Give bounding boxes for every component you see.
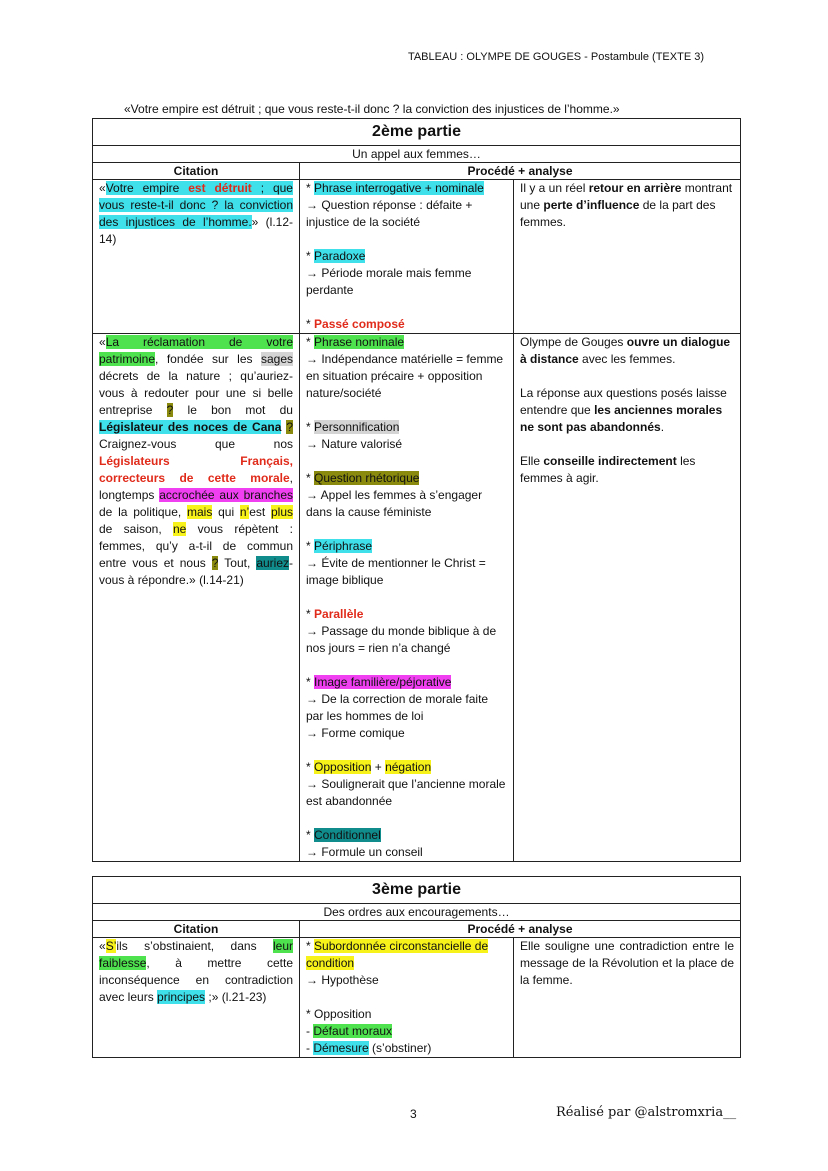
procede-cell: * Phrase nominale → Indépendance matérielle = femme en situation précaire + opposition nature/société * Personnification → Nature valorisé * Question rhétorique → Appel les femmes à s’engager dans la cause féministe * Périphrase → Évite de mentionner le Christ = image biblique * Parallèle → Passage du monde biblique à de nos jours = rien n’a changé * Image familière/péjorative → De la correction de morale faite par les hommes de loi → Forme comique * Opposition + négation → Soulignerait que l’ancienne morale est abandonnée * Conditionnel → Formule un conseil [300,334,514,862]
part2-title: 2ème partie [93,119,741,146]
table-row [93,938,741,1058]
part3-table [92,876,741,1058]
top-quote: «Votre empire est détruit ; que vous reste-t-il donc ? la conviction des injustices de l’homme.» [124,102,620,116]
part3-subtitle: Des ordres aux encouragements… [93,904,741,921]
analyse-cell: Olympe de Gouges ouvre un dialogue à distance avec les femmes. La réponse aux questions posés laisse entendre que les anciennes morales ne sont pas abandonnés. Elle conseille indirectement les femmes à agir. [514,334,741,862]
citation-cell: «Votre empire est détruit ; que vous reste-t-il donc ? la conviction des injustices de l’homme.» (l.12-14) [93,180,300,334]
citation-cell: «La réclamation de votre patrimoine, fondée sur les sages décrets de la nature ; qu’auriez-vous à redouter pour une si belle entreprise ? le bon mot du Législateur des noces de Cana ? Craignez-vous que nos Législateurs Français, correcteurs de cette morale, longtemps accrochée aux branches de la politique, mais qui n’est plus de saison, ne vous répètent : femmes, qu’y a-t-il de commun entre vous et nous ? Tout, auriez-vous à répondre.» (l.14-21) [93,334,300,862]
page-header: TABLEAU : OLYMPE DE GOUGES - Postambule (TEXTE 3) [407,51,704,63]
part2-table [92,118,741,862]
analyse-cell: Elle souligne une contradiction entre le message de la Révolution et la place de la femme. [514,938,741,1058]
credit: Réalisé par @alstromxria__ [556,1105,737,1120]
table-row [93,334,741,862]
part2-col-analyse: Procédé + analyse [300,163,741,180]
part2-col-citation: Citation [93,163,300,180]
part2-subtitle: Un appel aux femmes… [93,146,741,163]
part3-title: 3ème partie [93,877,741,904]
analyse-cell: Il y a un réel retour en arrière montrant une perte d’influence de la part des femmes. [514,180,741,334]
page-number: 3 [410,1107,417,1121]
part3-col-citation: Citation [93,921,300,938]
part3-col-analyse: Procédé + analyse [300,921,741,938]
procede-cell: * Subordonnée circonstancielle de condition → Hypothèse * Opposition - Défaut moraux - Démesure (s’obstiner) [300,938,514,1058]
procede-cell: * Phrase interrogative + nominale → Question réponse : défaite + injustice de la société * Paradoxe → Période morale mais femme perdante * Passé composé [300,180,514,334]
table-row [93,180,741,334]
citation-cell: «S’ils s’obstinaient, dans leur faiblesse, à mettre cette inconséquence en contradiction avec leurs principes ;» (l.21-23) [93,938,300,1058]
